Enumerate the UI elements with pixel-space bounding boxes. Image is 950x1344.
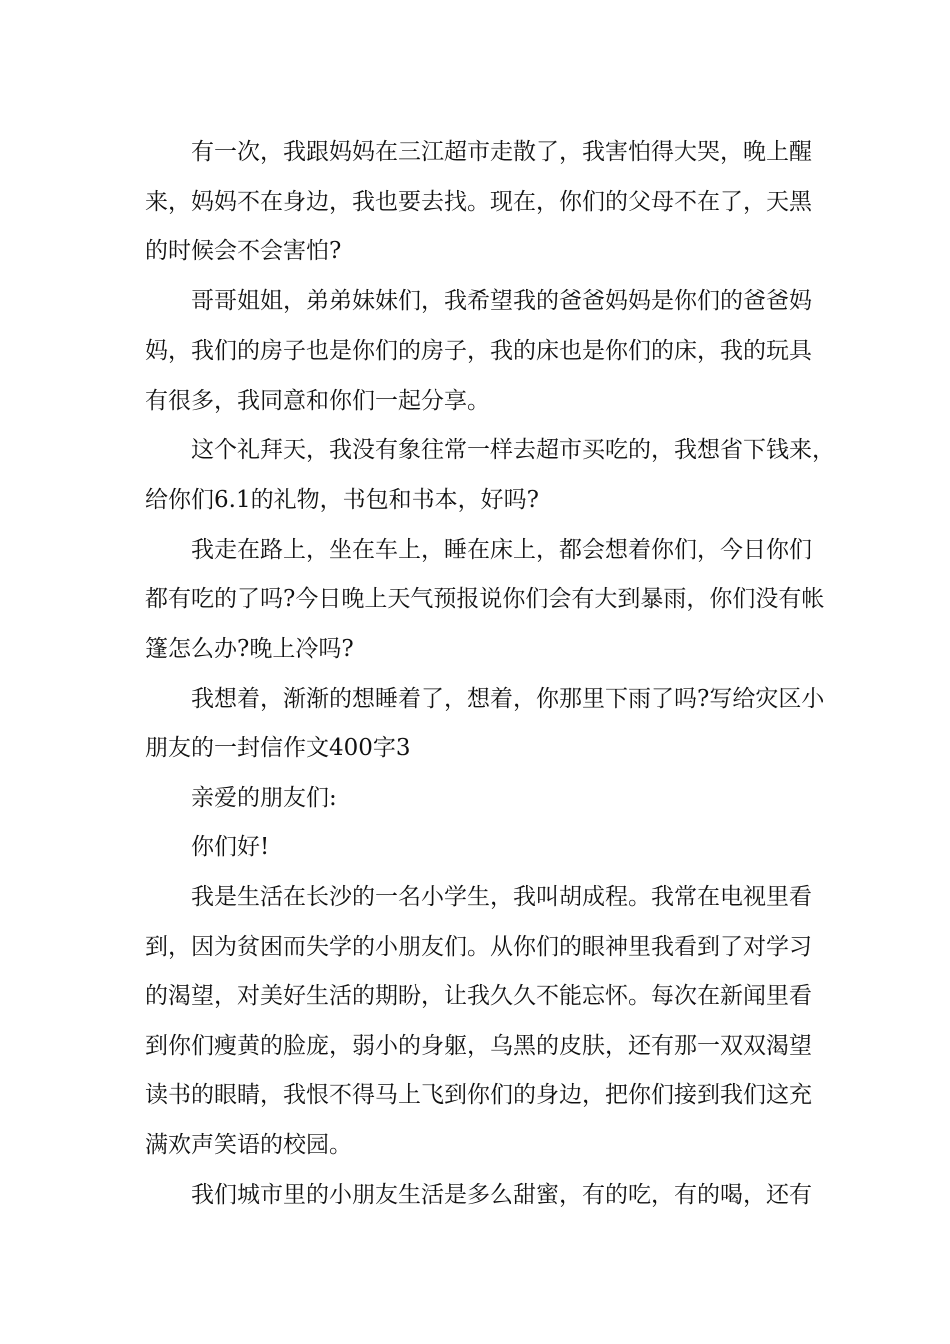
- text-line: 满欢声笑语的校园。: [145, 1132, 352, 1158]
- text-line: 有很多，我同意和你们一起分享。: [145, 388, 490, 414]
- text-line: 读书的眼睛，我恨不得马上飞到你们的身边，把你们接到我们这充: [145, 1082, 812, 1108]
- text-line: 都有吃的了吗?今日晚上天气预报说你们会有大到暴雨，你们没有帐: [145, 586, 825, 612]
- text-line: 你们好!: [191, 834, 270, 860]
- text-line: 我是生活在长沙的一名小学生，我叫胡成程。我常在电视里看: [191, 884, 812, 910]
- text-line: 来，妈妈不在身边，我也要去找。现在，你们的父母不在了，天黑: [145, 189, 812, 215]
- text-line: 我们城市里的小朋友生活是多么甜蜜，有的吃，有的喝，还有: [191, 1182, 812, 1208]
- text-line: 这个礼拜天，我没有象往常一样去超市买吃的，我想省下钱来，: [191, 437, 835, 463]
- text-line: 给你们6.1的礼物，书包和书本，好吗?: [145, 487, 539, 513]
- text-line: 朋友的一封信作文400字3: [145, 735, 411, 761]
- text-line: 我走在路上，坐在车上，睡在床上，都会想着你们，今日你们: [191, 537, 812, 563]
- text-line: 哥哥姐姐，弟弟妹妹们，我希望我的爸爸妈妈是你们的爸爸妈: [191, 288, 812, 314]
- text-line: 到你们瘦黄的脸庞，弱小的身躯，乌黑的皮肤，还有那一双双渴望: [145, 1033, 812, 1059]
- text-line: 亲爱的朋友们:: [191, 785, 337, 811]
- text-line: 的渴望，对美好生活的期盼，让我久久不能忘怀。每次在新闻里看: [145, 983, 812, 1009]
- text-line: 妈，我们的房子也是你们的房子，我的床也是你们的床，我的玩具: [145, 338, 812, 364]
- text-line: 的时候会不会害怕?: [145, 238, 342, 264]
- text-line: 篷怎么办?晚上冷吗?: [145, 636, 354, 662]
- text-line: 有一次，我跟妈妈在三江超市走散了，我害怕得大哭，晚上醒: [191, 139, 812, 165]
- text-line: 到，因为贫困而失学的小朋友们。从你们的眼神里我看到了对学习: [145, 934, 812, 960]
- text-line: 我想着，渐渐的想睡着了，想着，你那里下雨了吗?写给灾区小: [191, 686, 825, 712]
